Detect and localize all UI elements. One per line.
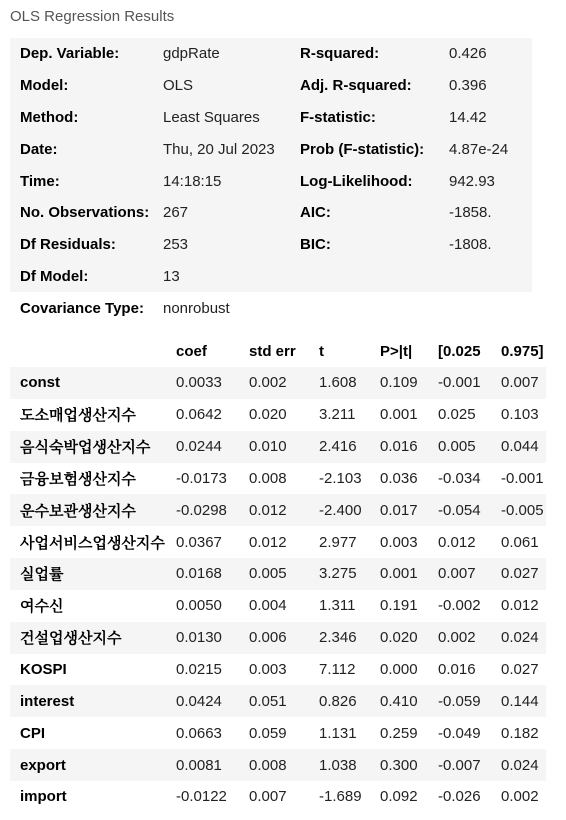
t-value: 0.826 bbox=[319, 685, 380, 717]
summary-row bbox=[10, 197, 532, 229]
table-caption: OLS Regression Results bbox=[10, 8, 175, 25]
ci-lower-value: 0.016 bbox=[438, 661, 476, 679]
ci-lower-value: -0.049 bbox=[438, 724, 481, 742]
summary-row bbox=[10, 261, 532, 293]
summary-label: No. Observations: bbox=[10, 197, 163, 229]
t-value: 3.275 bbox=[319, 558, 380, 590]
p-value: 0.259 bbox=[380, 724, 418, 742]
coefficient-row bbox=[10, 367, 546, 399]
summary-value-right bbox=[449, 292, 532, 324]
variable-name: 실업률 bbox=[10, 558, 176, 590]
t-value: 1.038 bbox=[319, 749, 380, 781]
t-value: 2.416 bbox=[319, 431, 380, 463]
summary-label-right: Log-Likelihood: bbox=[300, 165, 449, 197]
coef-value: 0.0168 bbox=[176, 558, 249, 590]
summary-label: Dep. Variable: bbox=[10, 38, 163, 70]
summary-value: 267 bbox=[163, 197, 300, 229]
header-coef: coef bbox=[176, 342, 207, 360]
coefficient-row bbox=[10, 590, 546, 622]
summary-value: Least Squares bbox=[163, 102, 300, 134]
summary-value-right: 4.87e-24 bbox=[449, 133, 532, 165]
t-value: 7.112 bbox=[319, 661, 356, 679]
variable-name: 음식숙박업생산지수 bbox=[10, 431, 176, 463]
ci-upper-value: 0.002 bbox=[501, 788, 539, 806]
std-err-value: 0.005 bbox=[249, 558, 319, 590]
p-value: 0.016 bbox=[380, 431, 438, 463]
p-value: 0.109 bbox=[380, 367, 438, 399]
ci-lower-value: -0.002 bbox=[438, 597, 481, 615]
summary-value: Thu, 20 Jul 2023 bbox=[163, 133, 300, 165]
std-err-value: 0.003 bbox=[249, 661, 287, 679]
coefficient-row bbox=[10, 463, 546, 495]
ci-upper-value: 0.027 bbox=[501, 661, 539, 679]
summary-label: Df Residuals: bbox=[10, 229, 163, 261]
std-err-value: 0.002 bbox=[249, 367, 319, 399]
summary-row bbox=[10, 165, 532, 197]
variable-name: export bbox=[10, 749, 176, 781]
std-err-value: 0.010 bbox=[249, 431, 319, 463]
header-ci-upper: 0.975] bbox=[501, 342, 544, 360]
summary-value-right: -1858. bbox=[449, 197, 532, 229]
summary-label: Method: bbox=[10, 102, 163, 134]
ci-lower-value: -0.054 bbox=[438, 494, 501, 526]
coefficient-header-row bbox=[10, 335, 546, 367]
header-blank bbox=[10, 335, 176, 367]
summary-value-right: 942.93 bbox=[449, 165, 532, 197]
header-t: t bbox=[319, 342, 324, 360]
variable-name: KOSPI bbox=[20, 661, 67, 679]
summary-label-right: R-squared: bbox=[300, 38, 449, 70]
coef-value: 0.0033 bbox=[176, 367, 249, 399]
summary-label-right: F-statistic: bbox=[300, 102, 449, 134]
header-std-err: std err bbox=[249, 342, 296, 360]
t-value: 2.346 bbox=[319, 622, 380, 654]
coefficient-row bbox=[10, 685, 546, 717]
summary-row bbox=[10, 292, 532, 324]
variable-name: 도소매업생산지수 bbox=[20, 407, 136, 425]
variable-name: 사업서비스업생산지수 bbox=[20, 534, 165, 552]
summary-label-right: Prob (F-statistic): bbox=[300, 133, 449, 165]
coef-value: 0.0215 bbox=[176, 661, 222, 679]
coef-value: -0.0122 bbox=[176, 788, 227, 806]
coef-value: 0.0642 bbox=[176, 406, 222, 424]
ci-lower-value: 0.025 bbox=[438, 406, 476, 424]
summary-label: Df Model: bbox=[10, 261, 163, 293]
t-value: 2.977 bbox=[319, 533, 357, 551]
summary-value: 13 bbox=[163, 261, 300, 293]
t-value: -2.103 bbox=[319, 469, 362, 487]
p-value: 0.036 bbox=[380, 469, 418, 487]
p-value: 0.191 bbox=[380, 597, 418, 615]
variable-name: import bbox=[20, 788, 67, 806]
coef-value: 0.0081 bbox=[176, 749, 249, 781]
std-err-value: 0.012 bbox=[249, 494, 319, 526]
coef-value: 0.0244 bbox=[176, 431, 249, 463]
variable-name: const bbox=[10, 367, 176, 399]
coef-value: 0.0367 bbox=[176, 533, 222, 551]
coef-value: 0.0130 bbox=[176, 622, 249, 654]
coefficient-row bbox=[10, 654, 546, 686]
std-err-value: 0.008 bbox=[249, 469, 287, 487]
ci-lower-value: -0.001 bbox=[438, 367, 501, 399]
t-value: 1.131 bbox=[319, 724, 357, 742]
p-value: 0.300 bbox=[380, 749, 438, 781]
ci-upper-value: -0.005 bbox=[501, 494, 546, 526]
ci-lower-value: -0.026 bbox=[438, 788, 481, 806]
coefficient-row bbox=[10, 558, 546, 590]
model-summary-table bbox=[10, 38, 532, 324]
summary-label: Date: bbox=[10, 133, 163, 165]
coefficient-row bbox=[10, 622, 546, 654]
variable-name: interest bbox=[10, 685, 176, 717]
coefficient-table bbox=[10, 335, 546, 813]
summary-label-right bbox=[300, 292, 449, 324]
p-value: 0.410 bbox=[380, 685, 438, 717]
std-err-value: 0.012 bbox=[249, 533, 287, 551]
std-err-value: 0.051 bbox=[249, 685, 319, 717]
coef-value: 0.0050 bbox=[176, 597, 222, 615]
summary-label-right: AIC: bbox=[300, 197, 449, 229]
ci-lower-value: 0.007 bbox=[438, 558, 501, 590]
variable-name: 운수보관생산지수 bbox=[10, 494, 176, 526]
std-err-value: 0.007 bbox=[249, 788, 287, 806]
summary-label: Time: bbox=[10, 165, 163, 197]
p-value: 0.003 bbox=[380, 533, 418, 551]
summary-value: gdpRate bbox=[163, 38, 300, 70]
p-value: 0.000 bbox=[380, 661, 418, 679]
p-value: 0.020 bbox=[380, 622, 438, 654]
summary-label-right: BIC: bbox=[300, 229, 449, 261]
summary-label: Covariance Type: bbox=[20, 299, 144, 317]
summary-row bbox=[10, 229, 532, 261]
coefficient-row bbox=[10, 431, 546, 463]
ci-upper-value: 0.103 bbox=[501, 406, 539, 424]
summary-label: Model: bbox=[10, 70, 163, 102]
summary-value: 14:18:15 bbox=[163, 165, 300, 197]
coef-value: 0.0663 bbox=[176, 724, 222, 742]
std-err-value: 0.006 bbox=[249, 622, 319, 654]
p-value: 0.017 bbox=[380, 494, 438, 526]
t-value: -1.689 bbox=[319, 788, 362, 806]
header-ci-lower: [0.025 bbox=[438, 342, 481, 360]
ci-upper-value: -0.001 bbox=[501, 469, 544, 487]
coefficient-row bbox=[10, 781, 546, 813]
coefficient-row bbox=[10, 494, 546, 526]
std-err-value: 0.004 bbox=[249, 597, 287, 615]
ci-upper-value: 0.061 bbox=[501, 533, 539, 551]
summary-value: OLS bbox=[163, 70, 300, 102]
summary-value-right bbox=[449, 261, 532, 293]
variable-name: CPI bbox=[20, 724, 46, 742]
p-value: 0.001 bbox=[380, 558, 438, 590]
summary-row bbox=[10, 133, 532, 165]
summary-row bbox=[10, 38, 532, 70]
ci-upper-value: 0.182 bbox=[501, 724, 539, 742]
variable-name: 금융보험생산지수 bbox=[20, 470, 136, 488]
summary-value-right: 0.426 bbox=[449, 38, 532, 70]
ci-upper-value: 0.044 bbox=[501, 431, 546, 463]
ci-upper-value: 0.024 bbox=[501, 749, 546, 781]
ci-upper-value: 0.027 bbox=[501, 558, 546, 590]
ci-lower-value: -0.007 bbox=[438, 749, 501, 781]
coefficient-row bbox=[10, 399, 546, 431]
t-value: 3.211 bbox=[319, 406, 356, 424]
ci-upper-value: 0.007 bbox=[501, 367, 546, 399]
coefficient-row bbox=[10, 749, 546, 781]
p-value: 0.092 bbox=[380, 788, 418, 806]
summary-label-right bbox=[300, 261, 449, 293]
t-value: -2.400 bbox=[319, 494, 380, 526]
summary-value: nonrobust bbox=[163, 299, 230, 317]
coef-value: 0.0424 bbox=[176, 685, 249, 717]
ci-upper-value: 0.012 bbox=[501, 597, 539, 615]
summary-value-right: 0.396 bbox=[449, 70, 532, 102]
std-err-value: 0.020 bbox=[249, 406, 287, 424]
summary-row bbox=[10, 70, 532, 102]
coefficient-row bbox=[10, 526, 546, 558]
header-p-value: P>|t| bbox=[380, 342, 413, 360]
summary-value-right: 14.42 bbox=[449, 102, 532, 134]
ci-lower-value: -0.034 bbox=[438, 469, 481, 487]
ci-lower-value: 0.012 bbox=[438, 533, 476, 551]
variable-name: 여수신 bbox=[20, 598, 64, 616]
coefficient-row bbox=[10, 717, 546, 749]
std-err-value: 0.059 bbox=[249, 724, 287, 742]
ci-upper-value: 0.024 bbox=[501, 622, 546, 654]
t-value: 1.608 bbox=[319, 367, 380, 399]
ci-lower-value: -0.059 bbox=[438, 685, 501, 717]
ci-upper-value: 0.144 bbox=[501, 685, 546, 717]
coef-value: -0.0173 bbox=[176, 469, 227, 487]
summary-value: 253 bbox=[163, 229, 300, 261]
summary-label-right: Adj. R-squared: bbox=[300, 70, 449, 102]
p-value: 0.001 bbox=[380, 406, 418, 424]
std-err-value: 0.008 bbox=[249, 749, 319, 781]
summary-row bbox=[10, 102, 532, 134]
summary-value-right: -1808. bbox=[449, 229, 532, 261]
variable-name: 건설업생산지수 bbox=[10, 622, 176, 654]
coef-value: -0.0298 bbox=[176, 494, 249, 526]
t-value: 1.311 bbox=[319, 597, 356, 615]
ci-lower-value: 0.002 bbox=[438, 622, 501, 654]
ci-lower-value: 0.005 bbox=[438, 431, 501, 463]
